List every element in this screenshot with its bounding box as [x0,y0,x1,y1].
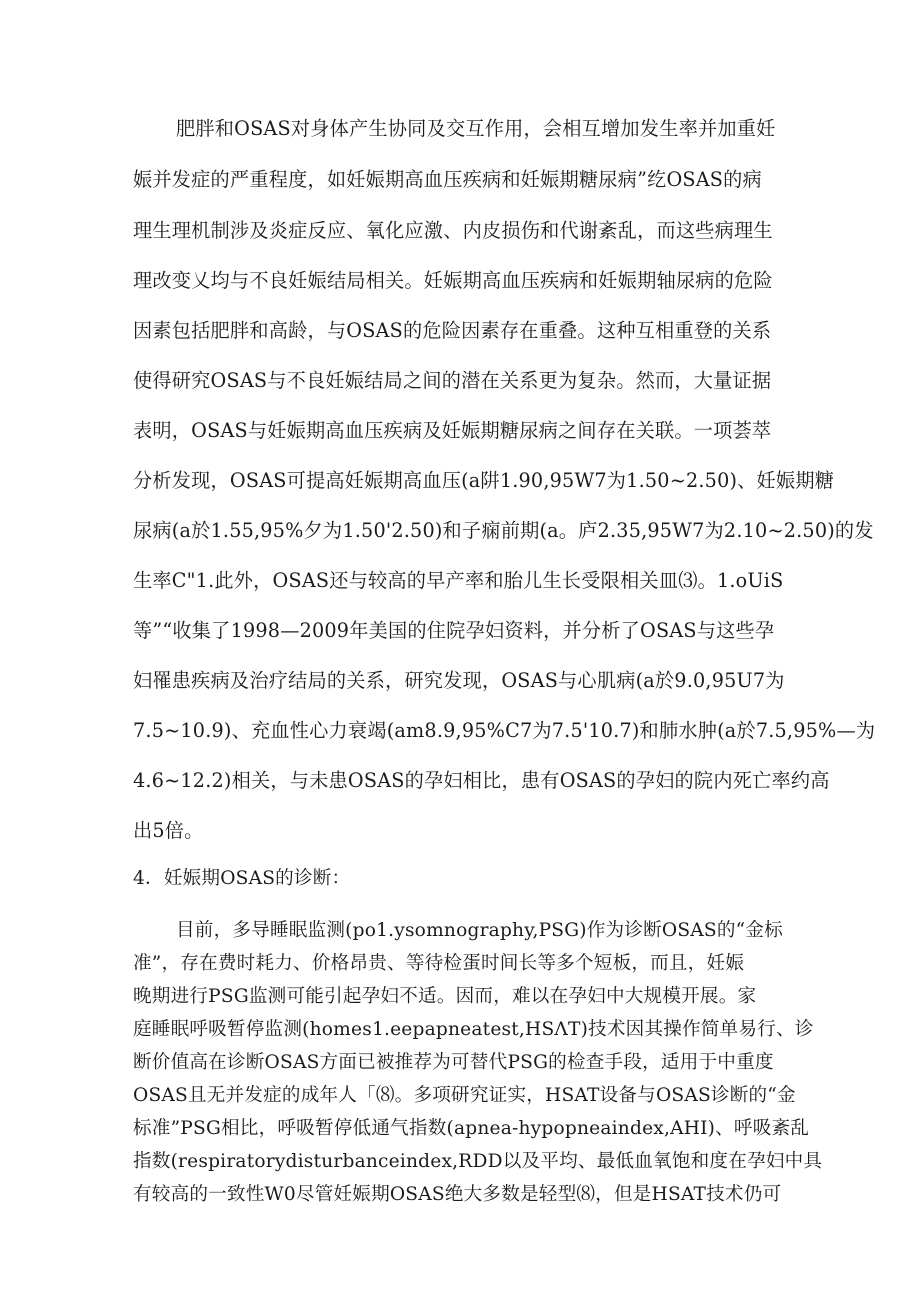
text-line: 表明，OSAS与妊娠期高血压疾病及妊娠期糖尿病之间存在关联。一项荟萃 [133,419,772,442]
text-line: 有较高的一致性W0尽管妊娠期OSAS绝大多数是轻型⑻，但是HSAT技术仍可 [133,1184,782,1205]
text-line: 娠并发症的严重程度，如妊娠期高血压疾病和妊娠期糖尿病”纥OSAS的病 [133,168,762,191]
text-line: 4.6~12.2)相关，与未患OSAS的孕妇相比，患有OSAS的孕妇的院内死亡率约高 [133,769,830,792]
text-line: 7.5~10.9)、充血性心力衰竭(am8.9,95%C7为7.5'10.7)和肺水肿(a於7.5,95%—为 [133,719,876,742]
text-line: 理生理机制涉及炎症反应、氧化应激、内皮损伤和代谢紊乱，而这些病理生 [133,219,773,242]
text-line: 生率C"1.此外，OSAS还与较高的早产率和胎儿生长受限相关皿⑶。1.oUiS [133,569,784,592]
text-line: 准”，存在费时耗力、价格昂贵、等待检蛋时间长等多个短板，而且，妊娠 [133,953,745,974]
text-line: 肥胖和OSAS对身体产生协同及交互作用，会相互增加发生率并加重妊 [176,117,776,140]
text-line: 分析发现，OSAS可提高妊娠期高血压(a阱1.90,95W7为1.50~2.50)、妊娠期糖 [133,469,835,492]
text-line: 庭睡眠呼吸暂停监测(homes1.eepapneatest,HSΛT)技术因其操作简单易行、诊 [133,1019,814,1040]
text-line: 理改变乂均与不良妊娠结局相关。妊娠期高血压疾病和妊娠期轴尿病的危险 [133,269,773,292]
text-line: 目前，多导睡眠监测(po1.ysomnography,PSG)作为诊断OSAS的“金标 [176,920,783,941]
text-line: OSAS且无并发症的成年人「⑻。多项研究证实，HSAT设备与OSAS诊断的“金 [133,1085,796,1106]
text-line: 等”“收集了1998—2009年美国的住院孕妇资料，并分析了OSAS与这些孕 [133,619,775,642]
text-line: 晚期进行PSG监测可能引起孕妇不适。因而，难以在孕妇中大规模开展。家 [133,986,757,1007]
text-line: 指数(respiratorydisturbanceindex,RDD以及平均、最低血氧饱和度在孕妇中具 [133,1151,823,1172]
text-line: 尿病(a於1.55,95%夕为1.50'2.50)和子痫前期(a。庐2.35,95W7为2.10~2.50)的发 [133,519,874,542]
section-heading: 4．妊娠期OSAS的诊断： [133,868,351,889]
text-line: 断价值高在诊断OSAS方面已被推荐为可替代PSG的检查手段，适用于中重度 [133,1052,774,1073]
text-line: 妇罹患疾病及治疗结局的关系，研究发现，OSAS与心肌病(a於9.0,95U7为 [133,669,785,692]
text-line: 因素包括肥胖和高龄，与OSAS的危险因素存在重叠。这种互相重登的关系 [133,319,772,342]
text-line: 使得研究OSAS与不良妊娠结局之间的潜在关系更为复杂。然而，大量证据 [133,369,772,392]
text-line: 出5倍。 [133,819,204,842]
text-line: 标准”PSG相比，呼吸暂停低通气指数(apnea-hypopneaindex,AHI)、呼吸紊乱 [133,1118,810,1139]
